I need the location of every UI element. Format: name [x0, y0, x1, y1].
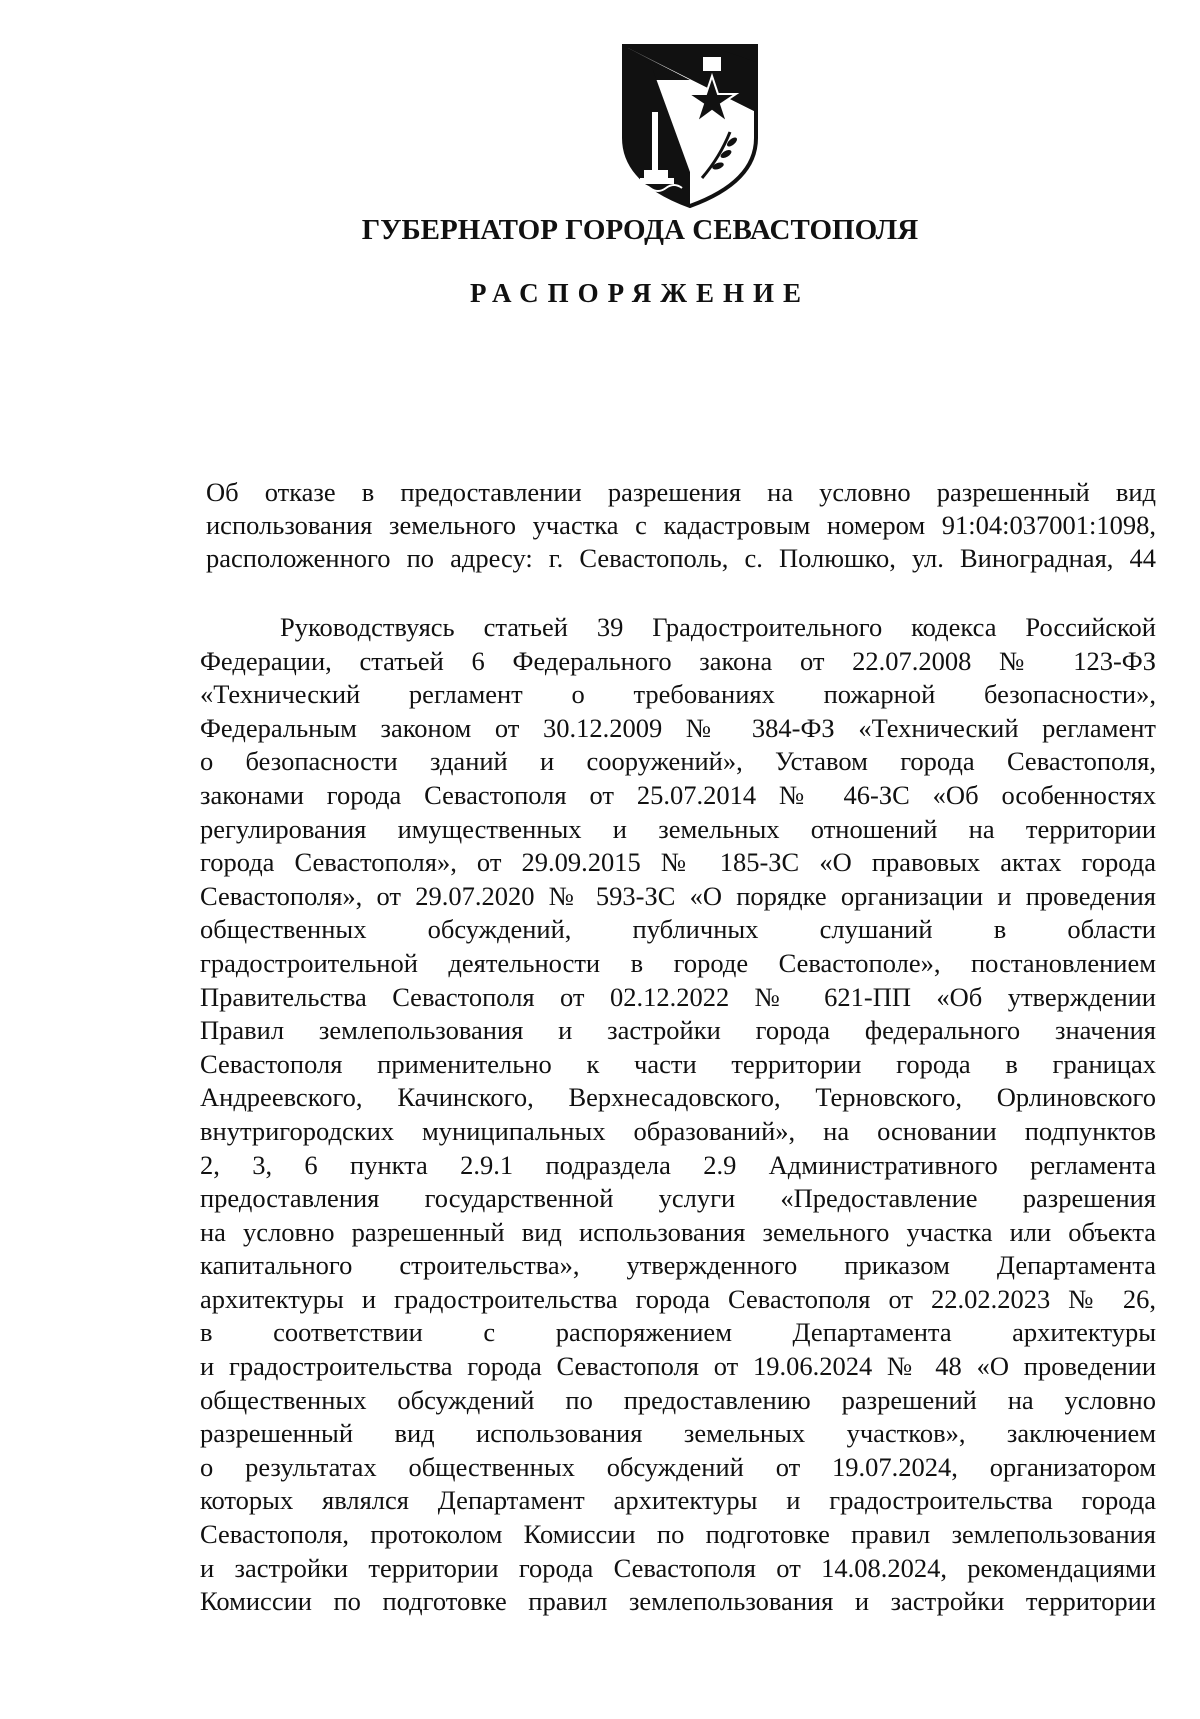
body-line: предоставления государственной услуги «Предоставление разрешения	[200, 1183, 1156, 1214]
body-line: архитектуры и градостроительства города Севастополя от 22.02.2023 № 26,	[200, 1283, 1156, 1314]
body-line: Правил землепользования и застройки города федерального значения	[200, 1015, 1156, 1046]
body-line: в соответствии с распоряжением Департамента архитектуры	[200, 1317, 1156, 1348]
body-line: на условно разрешенный вид использования земельного участка или объекта	[200, 1216, 1156, 1247]
body-line: и застройки территории города Севастополя от 14.08.2024, рекомендациями	[200, 1552, 1156, 1583]
body-line: Руководствуясь статьей 39 Градостроительного кодекса Российской	[280, 612, 1156, 642]
body-line: которых являлся Департамент архитектуры и градостроительства города	[200, 1485, 1156, 1516]
issuing-authority: ГУБЕРНАТОР ГОРОДА СЕВАСТОПОЛЯ	[361, 214, 919, 246]
body-line: законами города Севастополя от 25.07.2014 № 46-ЗС «Об особенностях	[200, 779, 1156, 810]
body-line: общественных обсуждений по предоставлению разрешений на условно	[200, 1384, 1156, 1415]
body-line: Севастополя, протоколом Комиссии по подготовке правил землепользования	[200, 1519, 1156, 1550]
body-line: города Севастополя», от 29.09.2015 № 185-ЗС «О правовых актах города	[200, 847, 1156, 878]
body-line: общественных обсуждений, публичных слушаний в области	[200, 914, 1156, 945]
body-line: градостроительной деятельности в городе Севастополе», постановлением	[200, 947, 1156, 978]
body-line: Правительства Севастополя от 02.12.2022 № 621-ПП «Об утверждении	[200, 981, 1156, 1012]
body-line: и градостроительства города Севастополя от 19.06.2024 № 48 «О проведении	[200, 1351, 1156, 1382]
body-line: «Технический регламент о требованиях пожарной безопасности»,	[200, 679, 1156, 710]
body-line: внутригородских муниципальных образований», на основании подпунктов	[200, 1115, 1156, 1146]
body-line: капитального строительства», утвержденного приказом Департамента	[200, 1250, 1156, 1281]
subject-line: Об отказе в предоставлении разрешения на условно разрешенный вид	[206, 477, 1156, 507]
body-line: Комиссии по подготовке правил землепользования и застройки территории	[200, 1586, 1156, 1617]
subject-line: использования земельного участка с кадастровым номером 91:04:037001:1098,	[206, 510, 1156, 540]
body-line: Севастополя», от 29.07.2020 № 593-ЗС «О порядке организации и проведения	[200, 880, 1156, 911]
body-line: о результатах общественных обсуждений от 19.07.2024, организатором	[200, 1451, 1156, 1482]
body-line: о безопасности зданий и сооружений», Уставом города Севастополя,	[200, 746, 1156, 777]
body-line: Федеральным законом от 30.12.2009 № 384-ФЗ «Технический регламент	[200, 712, 1156, 743]
body-line: Федерации, статьей 6 Федерального закона от 22.07.2008 № 123-ФЗ	[200, 645, 1156, 676]
document-body	[200, 611, 1156, 1619]
body-line: разрешенный вид использования земельных участков», заключением	[200, 1418, 1156, 1449]
subject-line: расположенного по адресу: г. Севастополь, с. Полюшко, ул. Виноградная, 44	[206, 543, 1156, 573]
sevastopol-coat-of-arms-icon	[620, 42, 760, 210]
body-line: 2, 3, 6 пункта 2.9.1 подраздела 2.9 Административного регламента	[200, 1149, 1156, 1180]
body-line: Севастополя применительно к части территории города в границах	[200, 1048, 1156, 1079]
body-line: регулирования имущественных и земельных отношений на территории	[200, 813, 1156, 844]
document-type: РАСПОРЯЖЕНИЕ	[469, 278, 811, 308]
document-subject	[206, 476, 1156, 575]
body-line: Андреевского, Качинского, Верхнесадовского, Терновского, Орлиновского	[200, 1082, 1156, 1113]
